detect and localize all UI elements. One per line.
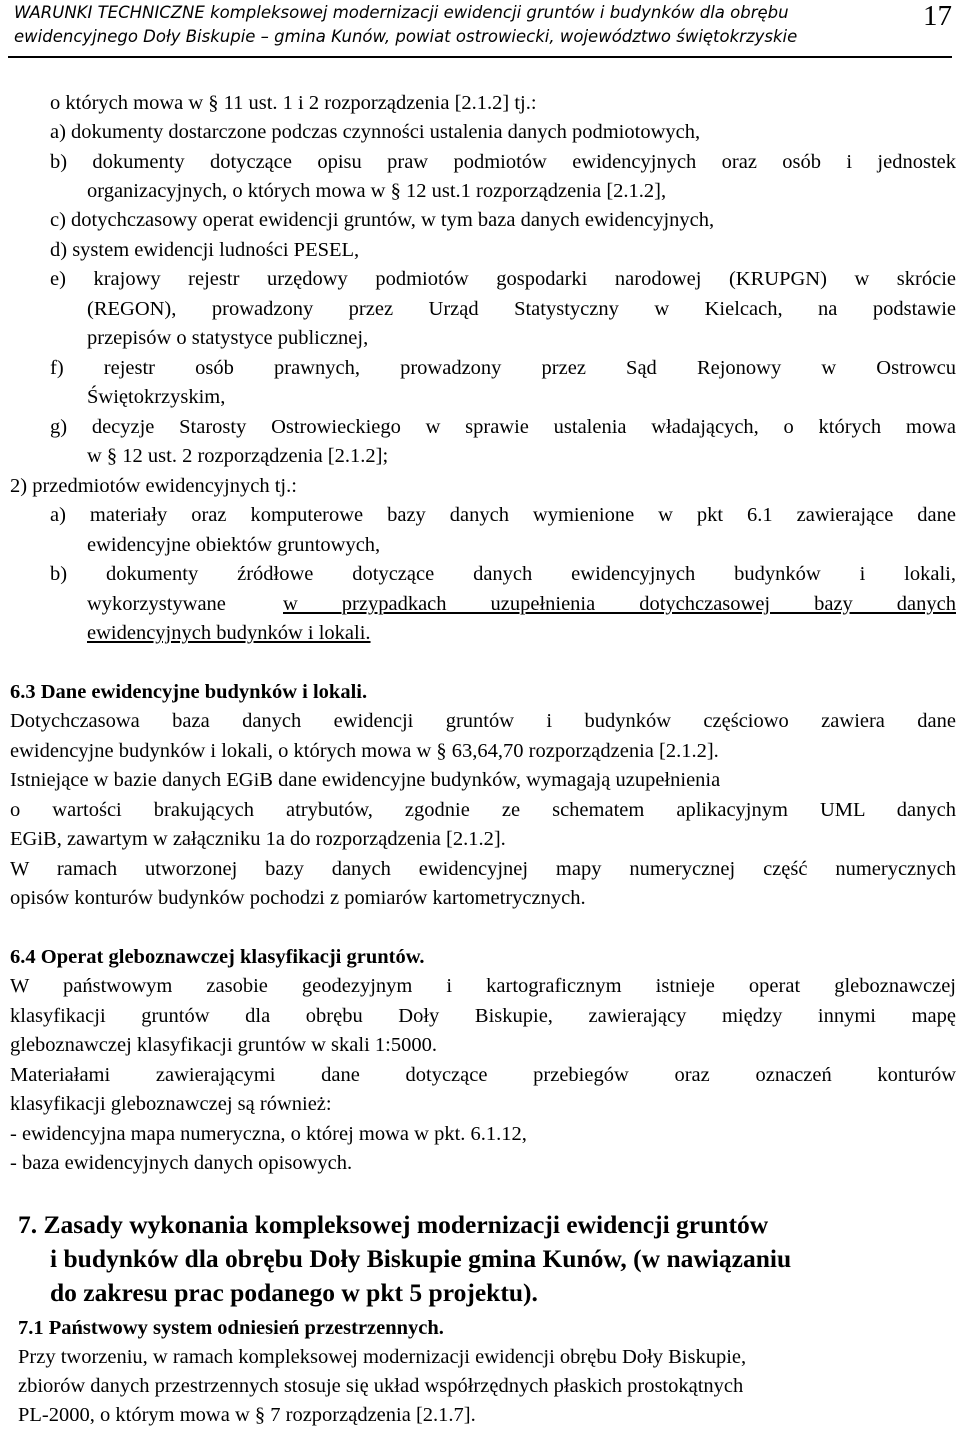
underlined-text: ewidencyjnych budynków i lokali. (87, 622, 371, 644)
paragraph-line: opisów konturów budynków pochodzi z pomiarów kartometrycznych. (10, 887, 586, 909)
section-heading-7-1: 7.1 Państwowy system odniesień przestrzennych. (18, 1317, 444, 1339)
list-item-a: a) materiały oraz komputerowe bazy danych wymienione w pkt 6.1 zawierające dane (50, 504, 956, 526)
paragraph-line: klasyfikacji gleboznawczej są również: (10, 1093, 332, 1115)
paragraph-line: Materiałami zawierającymi dane dotyczące przebiegów oraz oznaczeń konturów (10, 1064, 956, 1086)
chapter-heading-7: i budynków dla obrębu Doły Biskupie gmina Kunów, (w nawiązaniu (50, 1244, 792, 1273)
text-line: Świętokrzyskim, (87, 386, 226, 408)
paragraph-line: EGiB, zawartym w załączniku 1a do rozporządzenia [2.1.2]. (10, 828, 506, 850)
text-line: w § 12 ust. 2 rozporządzenia [2.1.2]; (87, 445, 389, 467)
paragraph-line: Dotychczasowa baza danych ewidencji gruntów i budynków częściowo zawiera dane (10, 710, 956, 732)
list-item-d: d) system ewidencji ludności PESEL, (50, 239, 360, 261)
text-line: o których mowa w § 11 ust. 1 i 2 rozporządzenia [2.1.2] tj.: (50, 92, 537, 114)
page-number: 17 (923, 0, 952, 32)
paragraph-line: ewidencyjne budynków i lokali, o których mowa w § 63,64,70 rozporządzenia [2.1.2]. (10, 740, 719, 762)
paragraph-line: PL-2000, o którym mowa w § 7 rozporządzenia [2.1.7]. (18, 1404, 476, 1426)
list-item-b: b) dokumenty źródłowe dotyczące danych ewidencyjnych budynków i lokali, (50, 563, 956, 585)
list-item-g: g) decyzje Starosty Ostrowieckiego w sprawie ustalenia władających, o których mowa (50, 416, 956, 438)
section-heading-6-3: 6.3 Dane ewidencyjne budynków i lokali. (10, 681, 368, 703)
header-title-line1: WARUNKI TECHNICZNE kompleksowej modernizacji ewidencji gruntów i budynków dla obrębu (14, 3, 789, 22)
dash-list-item: - ewidencyjna mapa numeryczna, o której mowa w pkt. 6.1.12, (10, 1123, 527, 1145)
header-title-line2: ewidencyjnego Doły Biskupie – gmina Kunów, powiat ostrowiecki, województwo świętokrzyskie (14, 27, 798, 46)
paragraph-line: klasyfikacji gruntów dla obrębu Doły Biskupie, zawierający między innymi mapę (10, 1005, 956, 1027)
list-item-b: b) dokumenty dotyczące opisu praw podmiotów ewidencyjnych oraz osób i jednostek (50, 151, 956, 173)
text-line: ewidencyjne obiektów gruntowych, (87, 534, 381, 556)
text-line: przepisów o statystyce publicznej, (87, 327, 369, 349)
text-line: (REGON), prowadzony przez Urząd Statystyczny w Kielcach, na podstawie (87, 298, 956, 320)
running-header (8, 0, 952, 58)
paragraph-line: W ramach utworzonej bazy danych ewidencyjnej mapy numerycznej część numerycznych (10, 858, 956, 880)
chapter-heading-7: 7. Zasady wykonania kompleksowej modernizacji ewidencji gruntów (18, 1210, 769, 1239)
paragraph-line: zbiorów danych przestrzennych stosuje się układ współrzędnych płaskich prostokątnych (18, 1375, 744, 1397)
list-item-e: e) krajowy rejestr urzędowy podmiotów gospodarki narodowej (KRUPGN) w skrócie (50, 268, 956, 290)
paragraph-line: gleboznawczej klasyfikacji gruntów w skali 1:5000. (10, 1034, 437, 1056)
paragraph-line: Istniejące w bazie danych EGiB dane ewidencyjne budynków, wymagają uzupełnienia (10, 769, 721, 791)
list-item-c: c) dotychczasowy operat ewidencji gruntów, w tym baza danych ewidencyjnych, (50, 209, 715, 231)
text-line: organizacyjnych, o których mowa w § 12 ust.1 rozporządzenia [2.1.2], (87, 180, 667, 202)
underlined-text: w przypadkach uzupełnienia dotychczasowej bazy danych (283, 593, 956, 615)
dash-list-item: - baza ewidencyjnych danych opisowych. (10, 1152, 353, 1174)
paragraph-line: Przy tworzeniu, w ramach kompleksowej modernizacji ewidencji obrębu Doły Biskupie, (18, 1346, 747, 1368)
text-line: wykorzystywane (87, 593, 226, 615)
paragraph-line: W państwowym zasobie geodezyjnym i kartograficznym istnieje operat gleboznawczej (10, 975, 956, 997)
list-item-2: 2) przedmiotów ewidencyjnych tj.: (10, 475, 297, 497)
paragraph-line: o wartości brakujących atrybutów, zgodnie ze schematem aplikacyjnym UML danych (10, 799, 956, 821)
section-heading-6-4: 6.4 Operat gleboznawczej klasyfikacji gruntów. (10, 946, 425, 968)
list-item-f: f) rejestr osób prawnych, prowadzony przez Sąd Rejonowy w Ostrowcu (50, 357, 956, 379)
chapter-heading-7: do zakresu prac podanego w pkt 5 projektu). (50, 1278, 538, 1307)
list-item-a: a) dokumenty dostarczone podczas czynności ustalenia danych podmiotowych, (50, 121, 701, 143)
